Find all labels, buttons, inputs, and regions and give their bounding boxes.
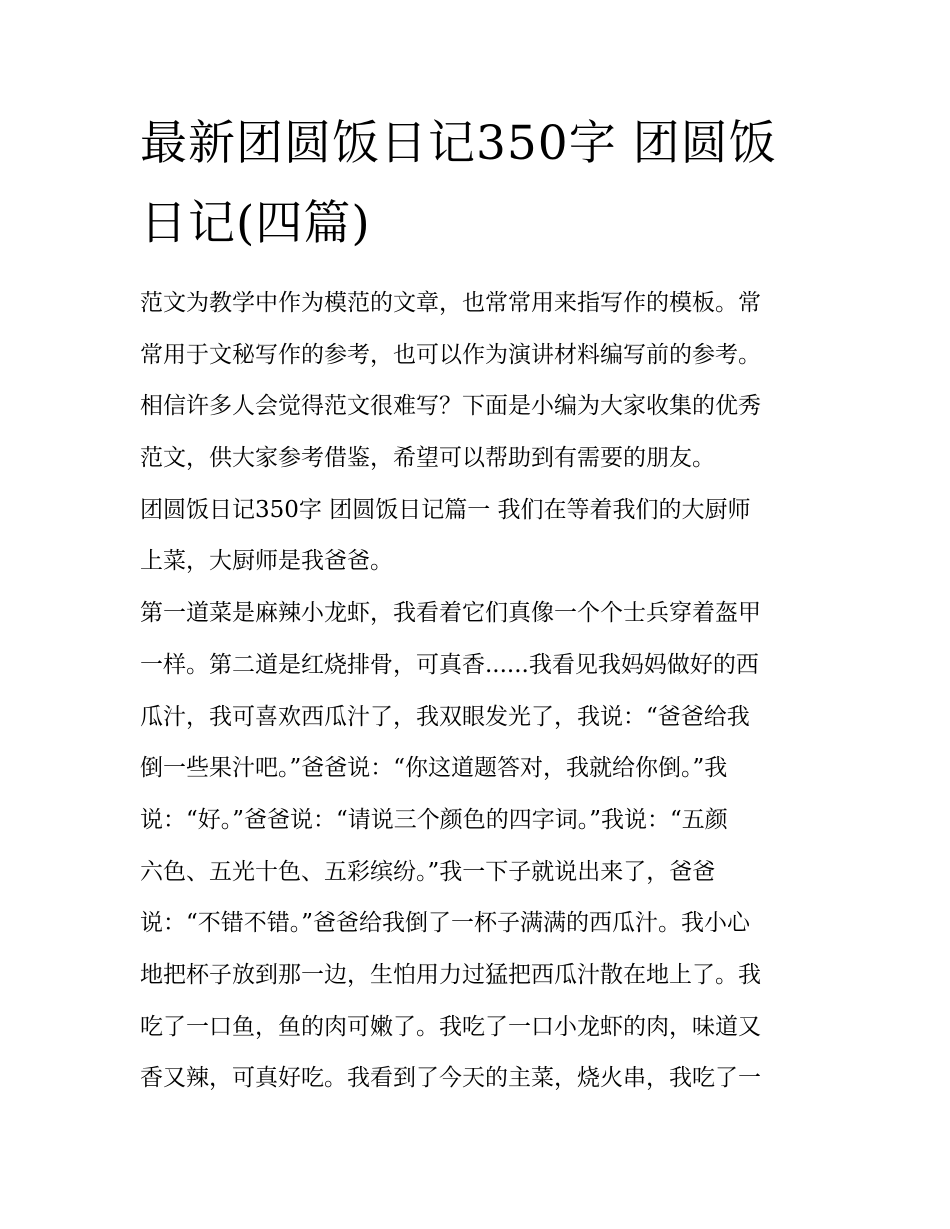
title-line: 日记(四篇) [140,196,371,251]
body-line: 常用于文秘写作的参考，也可以作为演讲材料编写前的参考。 [140,341,761,368]
title-line: 最新团圆饭日记350字 团圆饭 [140,116,777,171]
body-line: 六色、五光十色、五彩缤纷。”我一下子就说出来了，爸爸 [140,858,716,885]
body-line: 范文为教学中作为模范的文章，也常常用来指写作的模板。常 [140,290,761,316]
body-line: 上菜，大厨师是我爸爸。 [140,548,393,575]
body-line: 说：“不错不错。”爸爸给我倒了一杯子满满的西瓜汁。我小心 [140,910,751,937]
body-line: 香又辣，可真好吃。我看到了今天的主菜，烧火串，我吃了一 [140,1065,761,1092]
body-line: 吃了一口鱼，鱼的肉可嫩了。我吃了一口小龙虾的肉，味道又 [140,1013,761,1040]
body-line: 范文，供大家参考借鉴，希望可以帮助到有需要的朋友。 [140,445,715,472]
body-line: 相信许多人会觉得范文很难写？下面是小编为大家收集的优秀 [140,393,761,420]
body-line: 倒一些果汁吧。”爸爸说：“你这道题答对，我就给你倒。”我 [140,755,728,782]
body-line: 一样。第二道是红烧排骨，可真香......我看见我妈妈做好的西 [140,651,759,678]
body-line: 第一道菜是麻辣小龙虾，我看着它们真像一个个士兵穿着盔甲 [140,600,761,627]
document-body [140,278,820,1105]
body-line: 地把杯子放到那一边，生怕用力过猛把西瓜汁散在地上了。我 [140,961,761,988]
body-line: 瓜汁，我可喜欢西瓜汁了，我双眼发光了，我说：“爸爸给我 [140,703,750,730]
document-title [140,104,820,264]
body-line: 说：“好。”爸爸说：“请说三个颜色的四字词。”我说：“五颜 [140,806,728,833]
body-line: 团圆饭日记350字 团圆饭日记篇一 我们在等着我们的大厨师 [140,496,751,523]
